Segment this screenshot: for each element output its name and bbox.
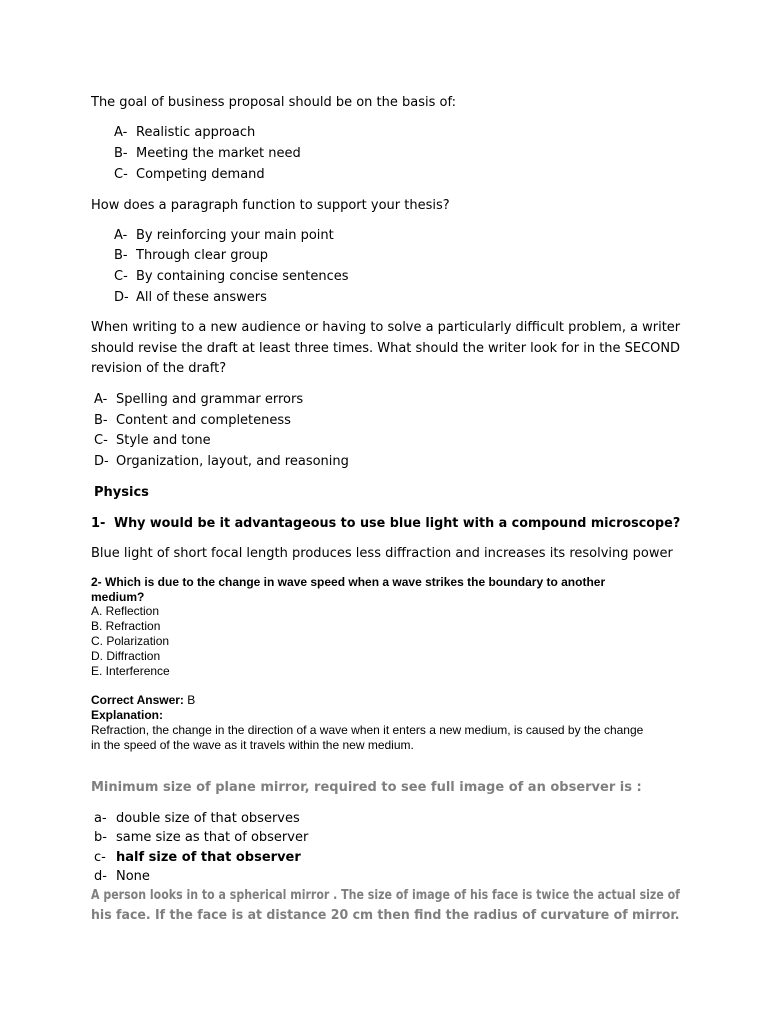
physics-question-4-line-2: his face. If the face is at distance 20 cm then find the radius of curvature of mirror.	[91, 908, 680, 923]
question-3-line-1: When writing to a new audience or having to solve a particularly difficult problem, a writer	[91, 320, 681, 335]
correct-answer	[91, 693, 195, 708]
correct-answer-label: Correct Answer:	[91, 693, 184, 707]
option-letter: b-	[94, 830, 107, 845]
option-text: double size of that observes	[116, 811, 300, 826]
physics-question-4-line-1: A person looks in to a spherical mirror . The size of image of his face is twice the actual size of	[91, 888, 680, 903]
option-letter: B-	[94, 413, 108, 428]
option-text: All of these answers	[136, 290, 267, 305]
option-text: By reinforcing your main point	[136, 228, 334, 243]
option-text: Through clear group	[136, 248, 269, 263]
option-letter: D-	[94, 454, 109, 469]
correct-answer-value: B	[183, 693, 196, 707]
option-text: Organization, layout, and reasoning	[116, 454, 349, 469]
physics-question-2-option-b: B. Refraction	[91, 619, 161, 633]
question-3-line-3: revision of the draft?	[91, 361, 227, 376]
option-text: By containing concise sentences	[136, 269, 349, 284]
question-2-text: How does a paragraph function to support your thesis?	[91, 198, 450, 213]
option-letter: C-	[114, 167, 128, 182]
physics-question-2-line-2: medium?	[91, 590, 145, 604]
option-text: Realistic approach	[136, 125, 256, 140]
physics-question-1-text: Why would be it advantageous to use blue light with a compound microscope?	[114, 516, 681, 531]
option-letter: C-	[114, 269, 128, 284]
physics-question-2-option-d: D. Diffraction	[91, 649, 161, 663]
physics-question-2-option-e: E. Interference	[91, 664, 170, 678]
option-text: Meeting the market need	[136, 146, 301, 161]
question-1-text: The goal of business proposal should be on the basis of:	[91, 95, 456, 110]
option-text: Competing demand	[136, 167, 265, 182]
option-text: None	[116, 869, 150, 884]
option-letter: c-	[94, 850, 106, 865]
option-text: half size of that observer	[116, 850, 301, 865]
option-letter: a-	[94, 811, 107, 826]
question-3-line-2: should revise the draft at least three times. What should the writer look for in the SECOND	[91, 341, 681, 356]
option-text: same size as that of observer	[116, 830, 309, 845]
option-letter: C-	[94, 433, 108, 448]
physics-question-3-text: Minimum size of plane mirror, required to see full image of an observer is :	[91, 780, 642, 795]
physics-question-2-option-a: A. Reflection	[91, 604, 160, 618]
physics-question-1-number: 1-	[91, 516, 106, 531]
option-letter: D-	[114, 290, 129, 305]
option-letter: B-	[114, 146, 128, 161]
explanation-label: Explanation:	[91, 708, 164, 722]
physics-question-2-option-c: C. Polarization	[91, 634, 170, 648]
option-text: Spelling and grammar errors	[116, 392, 304, 407]
option-letter: A-	[94, 392, 108, 407]
option-letter: B-	[114, 248, 128, 263]
explanation-line-1: Refraction, the change in the direction of a wave when it enters a new medium, is caused by the change	[91, 723, 644, 737]
option-letter: A-	[114, 228, 128, 243]
physics-question-2-line-1: 2- Which is due to the change in wave speed when a wave strikes the boundary to another	[91, 575, 606, 589]
explanation-line-2: in the speed of the wave as it travels within the new medium.	[91, 738, 414, 752]
physics-heading: Physics	[94, 485, 149, 500]
physics-answer-1: Blue light of short focal length produces less diffraction and increases its resolving power	[91, 546, 673, 561]
option-letter: A-	[114, 125, 128, 140]
option-letter: d-	[94, 869, 107, 884]
option-text: Style and tone	[116, 433, 211, 448]
option-text: Content and completeness	[116, 413, 291, 428]
